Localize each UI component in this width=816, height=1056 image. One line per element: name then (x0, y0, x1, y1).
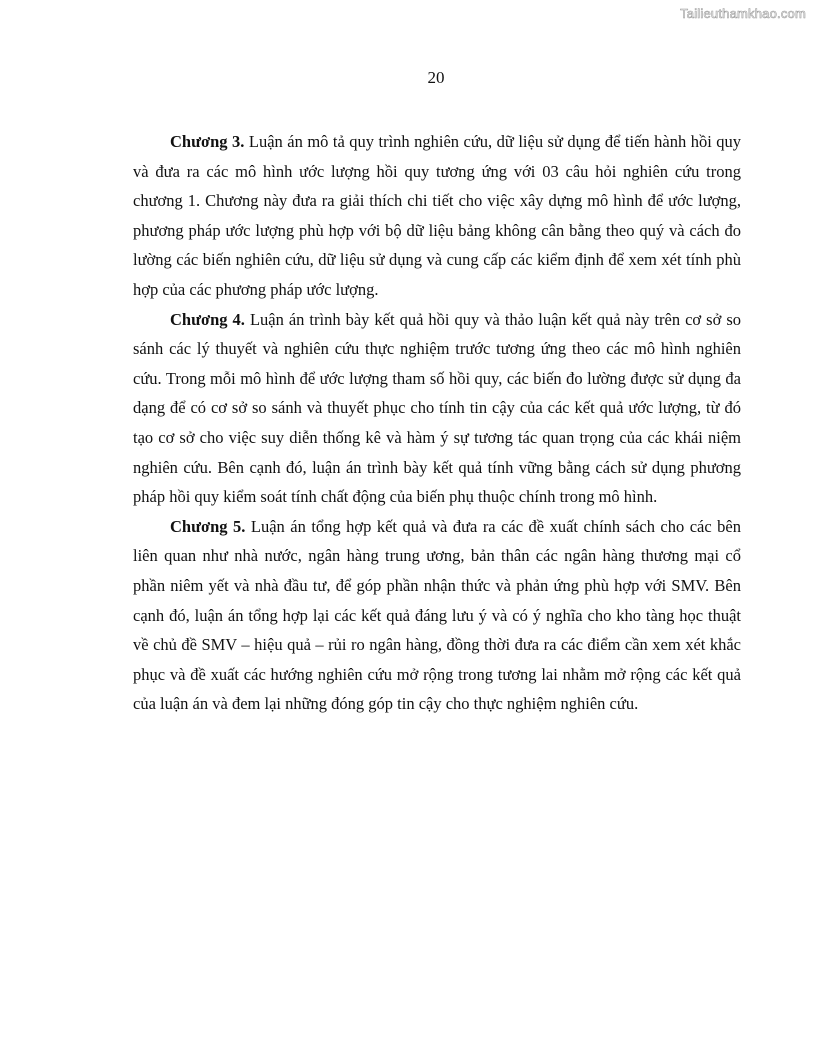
paragraph-lead: Chương 5. (170, 516, 246, 536)
watermark: Tailieuthamkhao.com (680, 6, 806, 21)
paragraph-chapter-4 (133, 305, 741, 512)
paragraph-chapter-5 (133, 512, 741, 719)
paragraph-text: Luận án tổng hợp kết quả và đưa ra các đề xuất chính sách cho các bên liên quan như nhà nước, ngân hàng trung ương, bản thân các ngân hàng thương mại cổ phần niêm yết và nhà đầu tư, để góp phần nhận thức và phản ứng phù hợp với SMV. Bên cạnh đó, luận án tổng hợp lại các kết quả đáng lưu ý và có ý nghĩa cho kho tàng học thuật về chủ đề SMV – hiệu quả – rủi ro ngân hàng, đồng thời đưa ra các điểm cần xem xét khắc phục và đề xuất các hướng nghiên cứu mở rộng trong tương lai nhằm mở rộng các kết quả của luận án và đem lại những đóng góp tin cậy cho thực nghiệm nghiên cứu. (133, 516, 741, 714)
page-number: 20 (427, 68, 445, 87)
document-body (133, 127, 741, 719)
paragraph-lead: Chương 4. (170, 309, 245, 329)
paragraph-chapter-3 (133, 127, 741, 305)
paragraph-text: Luận án mô tả quy trình nghiên cứu, dữ liệu sử dụng để tiến hành hồi quy và đưa ra các mô hình ước lượng hồi quy tương ứng với 03 câu hỏi nghiên cứu trong chương 1. Chương này đưa ra giải thích chi tiết cho việc xây dựng mô hình để ước lượng, phương pháp ước lượng phù hợp với bộ dữ liệu bảng không cân bằng theo quý và cách đo lường các biến nghiên cứu, dữ liệu sử dụng và cung cấp các kiểm định để xem xét tính phù hợp của các phương pháp ước lượng. (133, 132, 742, 299)
paragraph-text: Luận án trình bày kết quả hồi quy và thảo luận kết quả này trên cơ sở so sánh các lý thuyết và nghiên cứu thực nghiệm trước tương ứng theo các mô hình nghiên cứu. Trong mỗi mô hình để ước lượng tham số hồi quy, các biến đo lường được sử dụng đa dạng để có cơ sở so sánh và thuyết phục cho tính tin cậy của các kết quả ước lượng, từ đó tạo cơ sở cho việc suy diễn thống kê và hàm ý sự tương tác quan trọng của các khái niệm nghiên cứu. Bên cạnh đó, luận án trình bày kết quả tính vững bằng cách sử dụng phương pháp hồi quy kiểm soát tính chất động của biến phụ thuộc chính trong mô hình. (133, 309, 741, 507)
paragraph-lead: Chương 3. (170, 132, 245, 151)
